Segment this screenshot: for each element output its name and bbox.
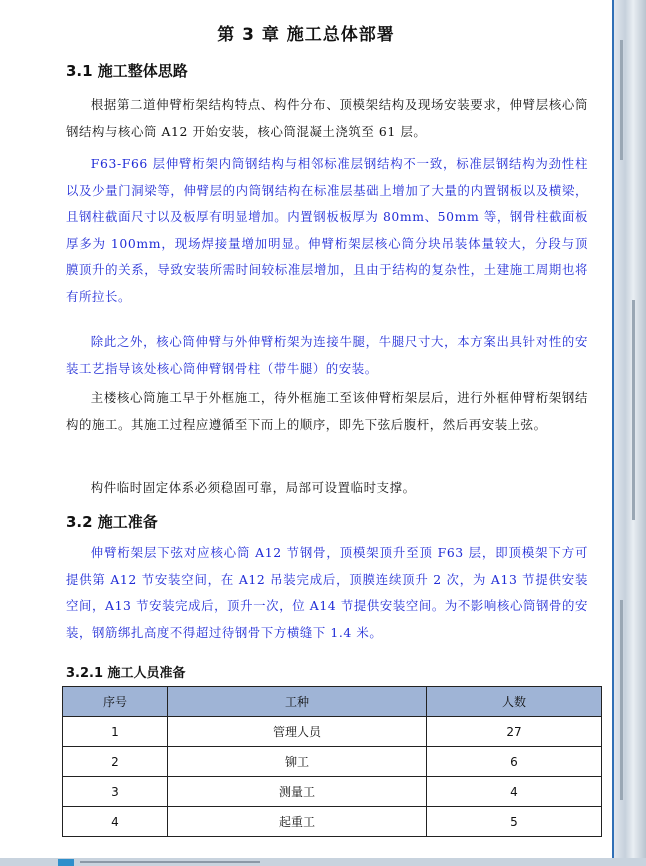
strip-line [620, 40, 623, 160]
footer-bar [0, 858, 646, 866]
footer-logo-icon [58, 859, 74, 866]
footer-line [80, 861, 260, 863]
table-row [63, 777, 602, 807]
paragraph-6: 伸臂桁架层下弦对应核心筒 A12 节钢骨，顶模架顶升至顶 F63 层，即顶模架下方可提供第 A12 节安装空间，在 A12 吊装完成后，顶膜连续顶升 2 次，为 A13 节提供安装空间，A13 节安装完成后，顶升一次，位 A14 节提供安装空间。为不影响核心筒钢骨的安装，钢筋绑扎高度不得超过待钢骨下方横缝下 1.4 米。 [66, 545, 588, 640]
cell-index: 3 [63, 777, 168, 807]
cell-trade: 测量工 [168, 777, 427, 807]
paragraph-3: 除此之外，核心筒伸臂与外伸臂桁架为连接牛腿，牛腿尺寸大，本方案出具针对性的安装工艺指导该处核心筒伸臂钢骨柱（带牛腿）的安装。 [66, 334, 588, 376]
paragraph-4: 主楼核心筒施工早于外框施工，待外框施工至该伸臂桁架层后，进行外框伸臂桁架钢结构的施工。其施工过程应遵循至下而上的顺序，即先下弦后腹杆，然后再安装上弦。 [66, 390, 588, 432]
paragraph-1: 根据第二道伸臂桁架结构特点、构件分布、顶模架结构及现场安装要求，伸臂层核心筒钢结构与核心筒 A12 开始安装，核心筒混凝土浇筑至 61 层。 [66, 97, 588, 139]
table-header-row [63, 687, 602, 717]
staff-table [62, 686, 602, 837]
cell-count: 6 [427, 747, 602, 777]
cell-count: 5 [427, 807, 602, 837]
header-cell-trade: 工种 [168, 687, 427, 717]
paragraph-5: 构件临时固定体系必须稳固可靠，局部可设置临时支撑。 [90, 480, 416, 495]
cell-trade: 铆工 [168, 747, 427, 777]
cell-index: 2 [63, 747, 168, 777]
header-cell-index: 序号 [63, 687, 168, 717]
cell-count: 4 [427, 777, 602, 807]
decorative-building-strip [614, 0, 646, 858]
table-row [63, 717, 602, 747]
paragraph-2: F63-F66 层伸臂桁架内筒钢结构与相邻标准层钢结构不一致，标准层钢结构为劲性柱以及少量门洞梁等，伸臂层的内筒钢结构在标准层基础上增加了大量的内置钢板以及横梁，且钢柱截面尺寸以及板厚有明显增加。内置钢板板厚为 80mm、50mm 等，钢骨柱截面板厚多为 100mm，现场焊接量增加明显。伸臂桁架层核心筒分块吊装体量较大，分段与顶膜顶升的关系，导致安装所需时间较标准层增加，且由于结构的复杂性，土建施工周期也将有所拉长。 [66, 156, 588, 304]
cell-trade: 起重工 [168, 807, 427, 837]
cell-trade: 管理人员 [168, 717, 427, 747]
section-3-2-1-title: 3.2.1 施工人员准备 [66, 666, 186, 681]
header-cell-count: 人数 [427, 687, 602, 717]
section-3-1-title: 3.1 施工整体思路 [66, 62, 188, 80]
cell-index: 1 [63, 717, 168, 747]
section-3-2-title: 3.2 施工准备 [66, 513, 158, 531]
table-row [63, 747, 602, 777]
chapter-title: 第 3 章 施工总体部署 [217, 25, 395, 45]
strip-line [632, 300, 635, 520]
cell-count: 27 [427, 717, 602, 747]
table-row [63, 807, 602, 837]
cell-index: 4 [63, 807, 168, 837]
strip-line [620, 600, 623, 800]
